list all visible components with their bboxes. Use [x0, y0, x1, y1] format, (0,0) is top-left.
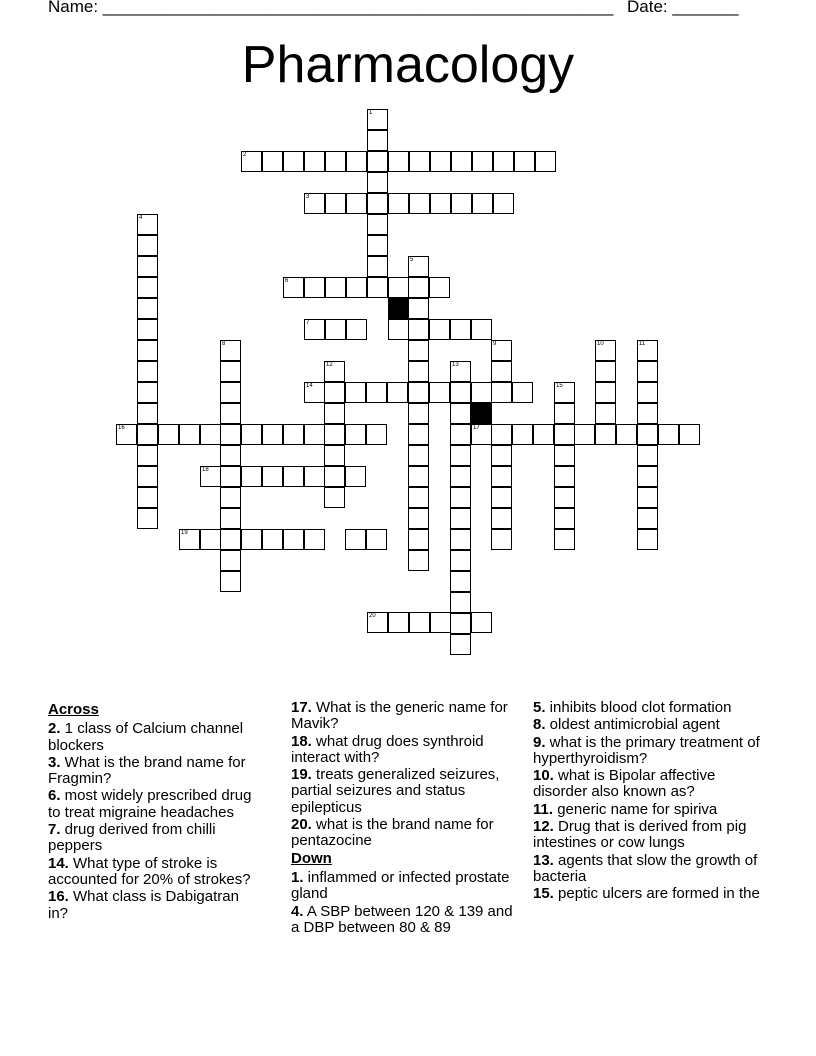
grid-cell[interactable] — [408, 550, 429, 571]
grid-cell[interactable] — [472, 193, 493, 214]
grid-cell[interactable] — [283, 424, 304, 445]
across-heading: Across — [48, 701, 99, 718]
cell-3[interactable] — [304, 193, 325, 214]
cell-16[interactable] — [116, 424, 137, 445]
grid-cell[interactable] — [345, 382, 366, 403]
clue-number: 9 — [493, 341, 497, 347]
grid-cell[interactable] — [450, 634, 471, 655]
grid-cell[interactable] — [220, 529, 241, 550]
grid-cell[interactable] — [220, 487, 241, 508]
cell-10[interactable] — [595, 340, 616, 361]
clue-number: 8 — [222, 341, 226, 347]
clue-number: 3 — [306, 194, 310, 200]
grid-cell[interactable] — [366, 382, 387, 403]
cell-2[interactable] — [241, 151, 262, 172]
grid-cell[interactable] — [345, 529, 366, 550]
grid-cell[interactable] — [304, 277, 325, 298]
grid-cell[interactable] — [325, 193, 346, 214]
clue-across-17: 17. What is the generic name for Mavik? — [291, 699, 508, 733]
name-field[interactable]: Name: ______________________________________________________ — [48, 0, 614, 16]
grid-cell[interactable] — [451, 193, 472, 214]
grid-cell[interactable] — [512, 424, 533, 445]
grid-cell[interactable] — [324, 403, 345, 424]
grid-cell[interactable] — [137, 256, 158, 277]
grid-cell[interactable] — [430, 612, 451, 633]
clues-column-2 — [291, 700, 519, 937]
grid-cell[interactable] — [491, 445, 512, 466]
grid-cell[interactable] — [388, 277, 409, 298]
cell-11[interactable] — [637, 340, 658, 361]
grid-cell[interactable] — [533, 424, 554, 445]
grid-cell[interactable] — [595, 361, 616, 382]
cell-6[interactable] — [283, 277, 304, 298]
grid-cell[interactable] — [137, 277, 158, 298]
grid-cell[interactable] — [387, 382, 408, 403]
clue-number: 11 — [639, 341, 646, 347]
grid-cell[interactable] — [367, 193, 388, 214]
grid-cell[interactable] — [595, 403, 616, 424]
grid-cell[interactable] — [471, 612, 492, 633]
clue-number: 1 — [369, 110, 373, 116]
grid-cell[interactable] — [324, 424, 345, 445]
grid-cell[interactable] — [304, 466, 325, 487]
grid-cell[interactable] — [637, 382, 658, 403]
clue-down-8: 8. oldest antimicrobial agent — [533, 716, 720, 734]
grid-cell[interactable] — [450, 571, 471, 592]
grid-cell[interactable] — [304, 529, 325, 550]
grid-cell[interactable] — [451, 151, 472, 172]
grid-cell[interactable] — [408, 382, 429, 403]
clue-number: 15 — [556, 383, 563, 389]
grid-cell[interactable] — [408, 508, 429, 529]
grid-cell[interactable] — [324, 382, 345, 403]
grid-cell[interactable] — [408, 361, 429, 382]
grid-cell[interactable] — [616, 424, 637, 445]
black-cell — [471, 403, 492, 424]
grid-cell[interactable] — [491, 487, 512, 508]
grid-cell[interactable] — [388, 612, 409, 633]
grid-cell[interactable] — [346, 319, 367, 340]
grid-cell[interactable] — [137, 319, 158, 340]
cell-8[interactable] — [220, 340, 241, 361]
grid-cell[interactable] — [554, 508, 575, 529]
clue-number: 10 — [597, 341, 604, 347]
grid-cell[interactable] — [450, 550, 471, 571]
grid-cell[interactable] — [346, 193, 367, 214]
grid-cell[interactable] — [637, 424, 658, 445]
grid-cell[interactable] — [430, 193, 451, 214]
cell-9[interactable] — [491, 340, 512, 361]
clue-number: 13 — [452, 362, 459, 368]
grid-cell[interactable] — [493, 151, 514, 172]
grid-cell[interactable] — [637, 508, 658, 529]
grid-cell[interactable] — [491, 529, 512, 550]
grid-cell[interactable] — [283, 529, 304, 550]
grid-cell[interactable] — [200, 529, 221, 550]
grid-cell[interactable] — [450, 508, 471, 529]
grid-cell[interactable] — [408, 319, 429, 340]
clue-down-5: 5. inhibits blood clot formation — [533, 699, 732, 716]
grid-cell[interactable] — [409, 151, 430, 172]
grid-cell[interactable] — [535, 151, 556, 172]
grid-cell[interactable] — [408, 487, 429, 508]
grid-cell[interactable] — [137, 235, 158, 256]
grid-cell[interactable] — [450, 424, 471, 445]
grid-cell[interactable] — [408, 466, 429, 487]
date-field[interactable]: Date: _______ — [627, 0, 739, 16]
grid-cell[interactable] — [137, 298, 158, 319]
grid-cell[interactable] — [262, 529, 283, 550]
grid-cell[interactable] — [366, 529, 387, 550]
grid-cell[interactable] — [262, 424, 283, 445]
grid-cell[interactable] — [137, 466, 158, 487]
clue-number: 14 — [306, 383, 313, 389]
grid-cell[interactable] — [491, 382, 512, 403]
grid-cell[interactable] — [450, 466, 471, 487]
grid-cell[interactable] — [220, 403, 241, 424]
grid-cell[interactable] — [137, 445, 158, 466]
grid-cell[interactable] — [345, 424, 366, 445]
grid-cell[interactable] — [324, 445, 345, 466]
grid-cell[interactable] — [241, 529, 262, 550]
grid-cell[interactable] — [345, 466, 366, 487]
cell-13[interactable] — [450, 361, 471, 382]
page-title: Pharmacology — [241, 36, 575, 94]
clue-number: 4 — [139, 215, 143, 221]
grid-cell[interactable] — [325, 151, 346, 172]
grid-cell[interactable] — [408, 445, 429, 466]
grid-cell[interactable] — [450, 529, 471, 550]
grid-cell[interactable] — [408, 529, 429, 550]
grid-cell[interactable] — [324, 466, 345, 487]
grid-cell[interactable] — [367, 235, 388, 256]
grid-cell[interactable] — [450, 592, 471, 613]
grid-cell[interactable] — [283, 466, 304, 487]
grid-cell[interactable] — [220, 466, 241, 487]
grid-cell[interactable] — [637, 445, 658, 466]
clue-across-20: 20. what is the brand name for pentazocine — [291, 816, 494, 850]
clue-number: 20 — [369, 613, 376, 619]
grid-cell[interactable] — [220, 424, 241, 445]
grid-cell[interactable] — [367, 256, 388, 277]
grid-cell[interactable] — [409, 193, 430, 214]
grid-cell[interactable] — [346, 151, 367, 172]
grid-cell[interactable] — [493, 193, 514, 214]
grid-cell[interactable] — [637, 487, 658, 508]
grid-cell[interactable] — [429, 277, 450, 298]
grid-cell[interactable] — [137, 340, 158, 361]
grid-cell[interactable] — [388, 319, 409, 340]
grid-cell[interactable] — [450, 319, 471, 340]
grid-cell[interactable] — [304, 424, 325, 445]
grid-cell[interactable] — [429, 382, 450, 403]
grid-cell[interactable] — [471, 382, 492, 403]
cell-4[interactable] — [137, 214, 158, 235]
grid-cell[interactable] — [262, 466, 283, 487]
grid-cell[interactable] — [450, 613, 471, 634]
grid-cell[interactable] — [220, 508, 241, 529]
grid-cell[interactable] — [262, 151, 283, 172]
clue-across-19: 19. treats generalized seizures, partial seizures and status epilepticus — [291, 766, 500, 816]
grid-cell[interactable] — [304, 151, 325, 172]
clue-across-14: 14. What type of stroke is accounted for 20% of strokes? — [48, 854, 251, 888]
grid-cell[interactable] — [137, 403, 158, 424]
clue-down-13: 13. agents that slow the growth of bacteria — [533, 851, 758, 885]
grid-cell[interactable] — [554, 424, 575, 445]
grid-cell[interactable] — [366, 424, 387, 445]
clue-across-3: 3. What is the brand name for Fragmin? — [48, 753, 246, 788]
grid-cell[interactable] — [367, 214, 388, 235]
clue-number: 7 — [306, 320, 310, 326]
cell-18[interactable] — [200, 466, 221, 487]
grid-cell[interactable] — [637, 403, 658, 424]
cell-14[interactable] — [304, 382, 325, 403]
grid-cell[interactable] — [514, 151, 535, 172]
grid-cell[interactable] — [554, 403, 575, 424]
clues-column-3 — [533, 700, 765, 904]
clue-number: 17 — [473, 425, 480, 431]
grid-cell[interactable] — [408, 340, 429, 361]
clue-number: 12 — [326, 362, 333, 368]
grid-cell[interactable] — [554, 445, 575, 466]
grid-cell[interactable] — [346, 277, 367, 298]
grid-cell[interactable] — [367, 130, 388, 151]
grid-cell[interactable] — [137, 487, 158, 508]
clue-down-12: 12. Drug that is derived from pig intestines or cow lungs — [533, 818, 747, 852]
clue-across-2: 2. 1 class of Calcium channel blockers — [48, 720, 244, 754]
grid-cell[interactable] — [450, 382, 471, 403]
clue-down-11: 11. generic name for spiriva — [533, 800, 718, 818]
grid-cell[interactable] — [491, 508, 512, 529]
grid-cell[interactable] — [220, 382, 241, 403]
cell-1[interactable] — [367, 109, 388, 130]
grid-cell[interactable] — [512, 382, 533, 403]
grid-cell[interactable] — [324, 487, 345, 508]
clue-number: 16 — [118, 425, 125, 431]
grid-cell[interactable] — [137, 424, 158, 445]
grid-cell[interactable] — [595, 382, 616, 403]
clue-number: 18 — [202, 467, 209, 473]
grid-cell[interactable] — [283, 151, 304, 172]
grid-cell[interactable] — [637, 529, 658, 550]
grid-cell[interactable] — [179, 424, 200, 445]
grid-cell[interactable] — [220, 361, 241, 382]
grid-cell[interactable] — [388, 151, 409, 172]
cell-20[interactable] — [367, 612, 388, 633]
clue-across-16: 16. What class is Dabigatran in? — [48, 888, 239, 922]
grid-cell[interactable] — [388, 193, 409, 214]
grid-cell[interactable] — [450, 445, 471, 466]
cell-15[interactable] — [554, 382, 575, 403]
grid-cell[interactable] — [241, 466, 262, 487]
clue-across-6: 6. most widely prescribed drug to treat migraine headaches — [48, 787, 252, 821]
grid-cell[interactable] — [137, 382, 158, 403]
cell-5[interactable] — [408, 256, 429, 277]
grid-cell[interactable] — [137, 361, 158, 382]
grid-cell[interactable] — [595, 424, 616, 445]
grid-cell[interactable] — [450, 487, 471, 508]
clues-column-1 — [48, 700, 258, 923]
black-cell — [388, 298, 409, 319]
clue-down-1: 1. inflammed or infected prostate gland — [291, 868, 510, 903]
grid-cell[interactable] — [325, 277, 346, 298]
clue-number: 2 — [243, 152, 247, 158]
grid-cell[interactable] — [554, 529, 575, 550]
cell-19[interactable] — [179, 529, 200, 550]
grid-cell[interactable] — [429, 319, 450, 340]
down-heading: Down — [291, 849, 332, 867]
grid-cell[interactable] — [408, 403, 429, 424]
grid-cell[interactable] — [325, 319, 346, 340]
cell-17[interactable] — [471, 424, 492, 445]
cell-12[interactable] — [324, 361, 345, 382]
grid-cell[interactable] — [220, 571, 241, 592]
grid-cell[interactable] — [158, 424, 179, 445]
grid-cell[interactable] — [200, 424, 221, 445]
clue-down-15: 15. peptic ulcers are formed in the — [533, 885, 760, 903]
grid-cell[interactable] — [658, 424, 679, 445]
grid-cell[interactable] — [367, 151, 388, 172]
cell-7[interactable] — [304, 319, 325, 340]
clue-across-18: 18. what drug does synthroid interact with? — [291, 732, 484, 766]
grid-cell[interactable] — [637, 466, 658, 487]
clue-number: 6 — [285, 278, 289, 284]
grid-cell[interactable] — [220, 550, 241, 571]
grid-cell[interactable] — [491, 361, 512, 382]
grid-cell[interactable] — [367, 277, 388, 298]
clue-across-7: 7. drug derived from chilli peppers — [48, 821, 216, 855]
clue-down-9: 9. what is the primary treatment of hyperthyroidism? — [533, 733, 760, 767]
grid-cell[interactable] — [137, 508, 158, 529]
grid-cell[interactable] — [554, 487, 575, 508]
grid-cell[interactable] — [430, 151, 451, 172]
clue-down-4: 4. A SBP between 120 & 139 and a DBP between 80 & 89 — [291, 902, 513, 936]
grid-cell[interactable] — [491, 424, 512, 445]
grid-cell[interactable] — [679, 424, 700, 445]
clue-down-10: 10. what is Bipolar affective disorder also known as? — [533, 767, 716, 801]
grid-cell[interactable] — [472, 151, 493, 172]
clue-number: 5 — [410, 257, 414, 263]
grid-cell[interactable] — [408, 298, 429, 319]
grid-cell[interactable] — [450, 403, 471, 424]
grid-cell[interactable] — [471, 319, 492, 340]
grid-cell[interactable] — [409, 612, 430, 633]
grid-cell[interactable] — [574, 424, 595, 445]
grid-cell[interactable] — [637, 361, 658, 382]
grid-cell[interactable] — [408, 277, 429, 298]
grid-cell[interactable] — [491, 466, 512, 487]
grid-cell[interactable] — [220, 445, 241, 466]
grid-cell[interactable] — [367, 172, 388, 193]
grid-cell[interactable] — [408, 424, 429, 445]
grid-cell[interactable] — [554, 466, 575, 487]
grid-cell[interactable] — [241, 424, 262, 445]
clue-number: 19 — [181, 530, 188, 536]
